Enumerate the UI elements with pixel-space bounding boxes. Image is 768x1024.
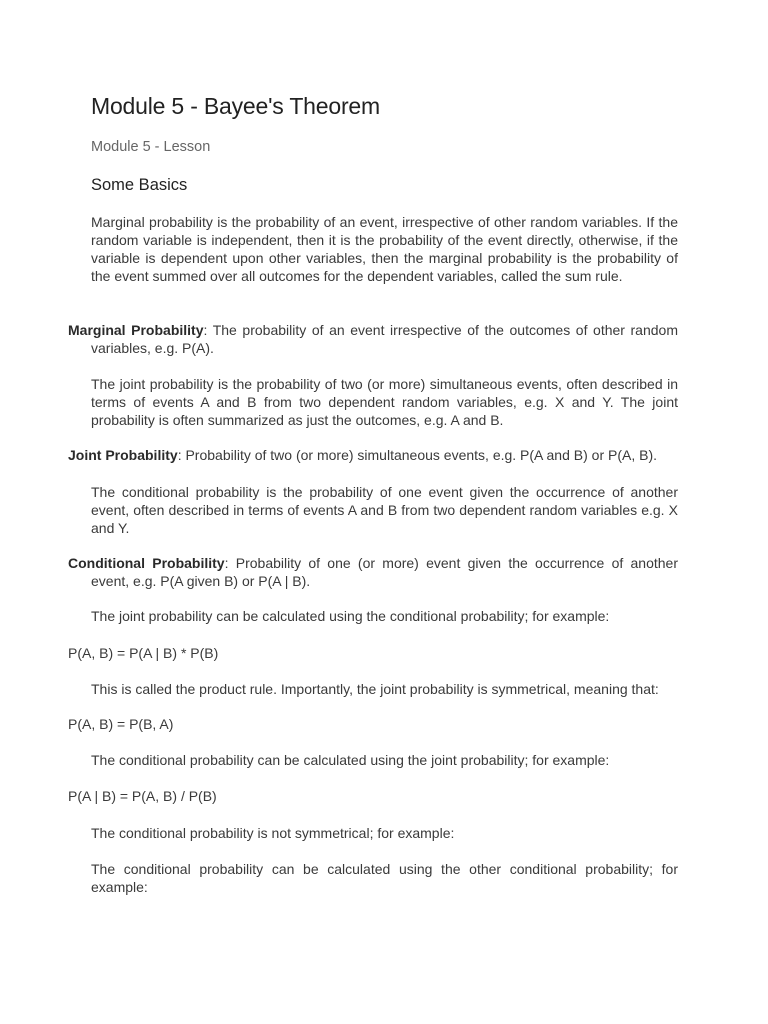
definition-term: Marginal Probability (68, 322, 204, 338)
section-heading: Some Basics (91, 176, 188, 194)
intro-paragraph: Marginal probability is the probability of an event, irrespective of other random variables. If the random variable is independent, then it is the probability of the event directly, otherwise, if the variable is dependent upon other variables, then the marginal probability is the probability of the event summed over all outcomes for the dependent variables, called the sum rule. (91, 214, 678, 284)
joint-probability-paragraph: The joint probability is the probability of two (or more) simultaneous events, often described in terms of events A and B from two dependent random variables, e.g. X and Y. The joint probability is often summarized as just the outcomes, e.g. A and B. (91, 376, 678, 428)
joint-calc-sentence: The joint probability can be calculated using the conditional probability; for example: (91, 608, 610, 624)
page-title: Module 5 - Bayee's Theorem (91, 93, 380, 119)
conditional-probability-definition (68, 554, 678, 590)
product-rule-formula: P(A, B) = P(A | B) * P(B) (68, 645, 219, 661)
conditional-calc-sentence: The conditional probability can be calculated using the joint probability; for example: (91, 752, 610, 768)
product-rule-sentence: This is called the product rule. Importantly, the joint probability is symmetrical, meaning that: (91, 681, 659, 697)
definition-text: : Probability of one (or more) event given the occurrence of another event, e.g. P(A given B) or P(A | B). (91, 555, 678, 589)
definition-term: Joint Probability (68, 447, 178, 463)
conditional-probability-paragraph: The conditional probability is the probability of one event given the occurrence of another event, often described in terms of events A and B from two dependent random variables e.g. X and Y. (91, 484, 678, 536)
page-subtitle: Module 5 - Lesson (91, 139, 211, 155)
conditional-formula: P(A | B) = P(A, B) / P(B) (68, 788, 217, 804)
joint-probability-definition (68, 446, 678, 464)
symmetry-formula: P(A, B) = P(B, A) (68, 716, 174, 732)
not-symmetrical-sentence: The conditional probability is not symmetrical; for example: (91, 825, 455, 841)
other-conditional-paragraph: The conditional probability can be calculated using the other conditional probability; for example: (91, 861, 678, 895)
definition-text: : Probability of two (or more) simultaneous events, e.g. P(A and B) or P(A, B). (177, 447, 657, 463)
marginal-probability-definition (68, 321, 678, 357)
definition-text: : The probability of an event irrespective of the outcomes of other random variables, e.g. P(A). (91, 322, 678, 356)
definition-term: Conditional Probability (68, 555, 225, 571)
